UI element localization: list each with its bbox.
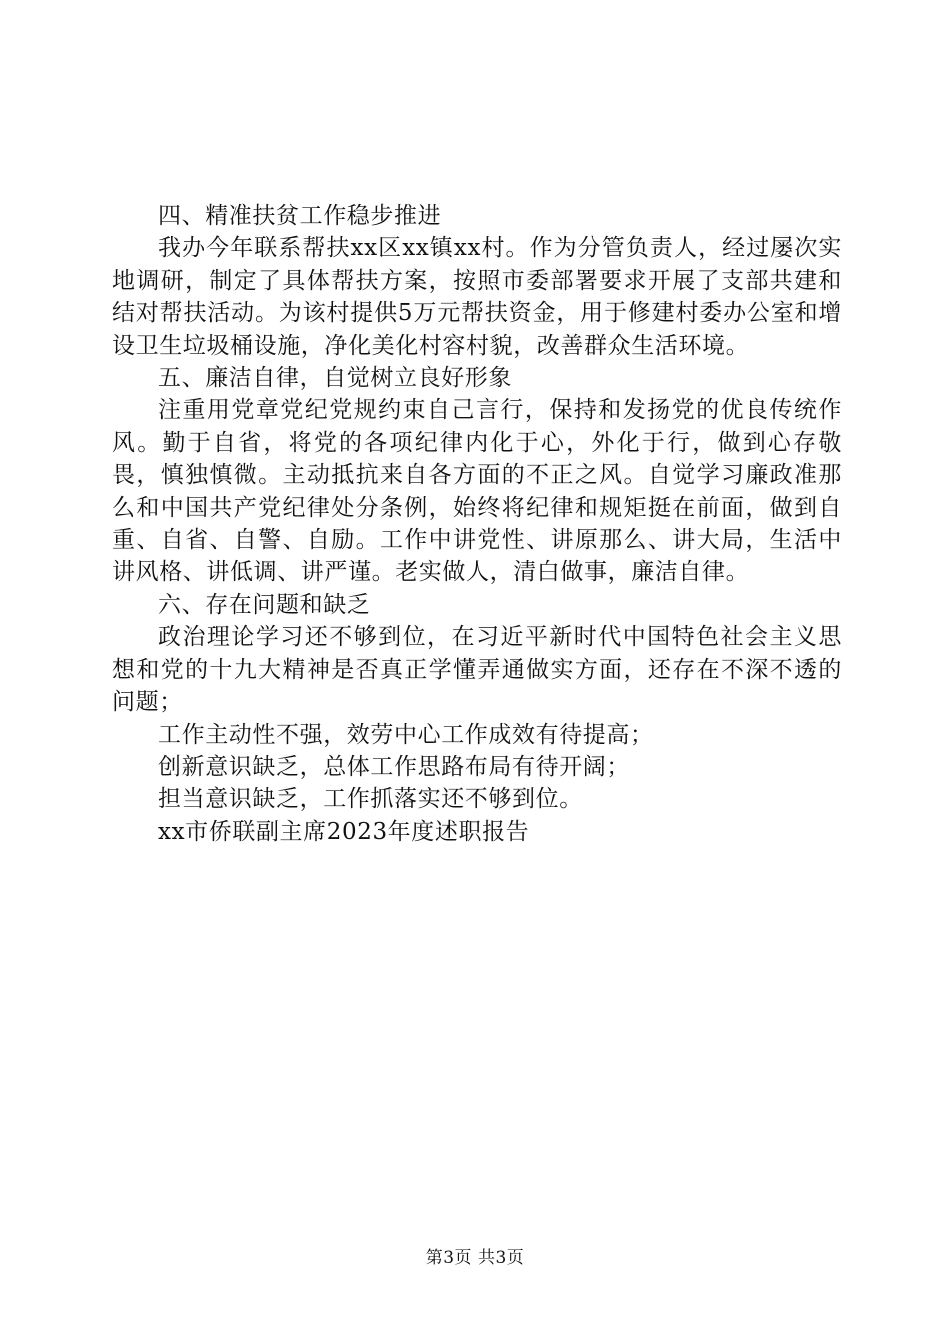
paragraph-poverty-alleviation: 我办今年联系帮扶xx区xx镇xx村。作为分管负责人，经过屡次实地调研，制定了具体帮扶方案，按照市委部署要求开展了支部共建和结对帮扶活动。为该村提供5万元帮扶资金，用于修建村委办公室和增设卫生垃圾桶设施，净化美化村容村貌，改善群众生活环境。 <box>112 235 842 359</box>
page-number-footer: 第3页 共3页 <box>425 1248 525 1268</box>
document-title-line: xx市侨联副主席2023年度述职报告 <box>158 818 530 845</box>
section-heading-problems: 六、存在问题和缺乏 <box>158 591 371 618</box>
paragraph-problem-responsibility: 担当意识缺乏，工作抓落实还不够到位。 <box>158 786 583 813</box>
section-heading-poverty-alleviation: 四、精准扶贫工作稳步推进 <box>158 203 442 229</box>
paragraph-problem-innovation: 创新意识缺乏，总体工作思路布局有待开阔； <box>158 753 630 780</box>
paragraph-integrity: 注重用党章党纪党规约束自己言行，保持和发扬党的优良传统作风。勤于自省，将党的各项纪律内化于心，外化于行，做到心存敬畏，慎独慎微。主动抵抗来自各方面的不正之风。自觉学习廉政准那么和中国共产党纪律处分条例，始终将纪律和规矩挺在前面，做到自重、自省、自警、自励。工作中讲党性、讲原那么、讲大局，生活中讲风格、讲低调、讲严谨。老实做人，清白做事，廉洁自律。 <box>112 397 842 586</box>
paragraph-problem-initiative: 工作主动性不强，效劳中心工作成效有待提高； <box>158 721 654 748</box>
section-heading-integrity: 五、廉洁自律，自觉树立良好形象 <box>158 365 512 392</box>
document-body <box>112 200 842 848</box>
paragraph-problem-theory-study: 政治理论学习还不够到位，在习近平新时代中国特色社会主义思想和党的十九大精神是否真正学懂弄通做实方面，还存在不深不透的问题； <box>112 624 842 716</box>
